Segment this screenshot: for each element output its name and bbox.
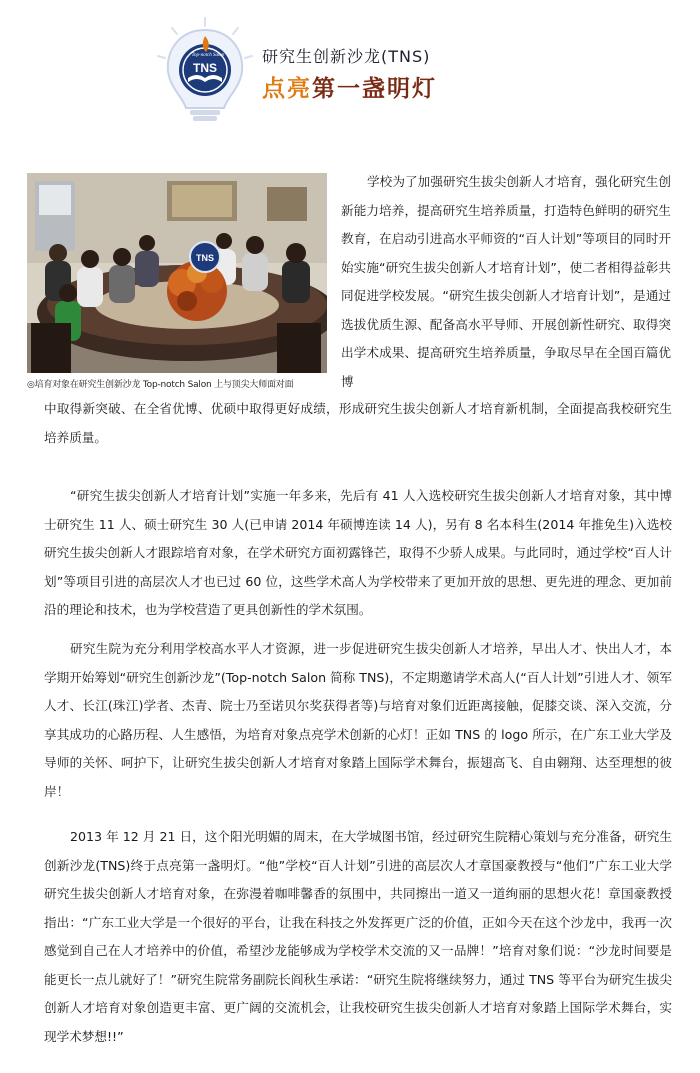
- subtitle-rest: 第一盏明灯: [312, 76, 437, 102]
- paragraph-1: 学校为了加强研究生拔尖创新人才培育，强化研究生创新能力培养，提高研究生培养质量，打造特色鲜明的研究生教育，在启动引进高水平师资的“百人计划”等项目的同时开始实施“研究生拔尖创新人才培育计划”，使二者相得益彰共同促进学校发展。“研究生拔尖创新人才培育计划”，是通过选拔优质生源、配备高水平导师、开展创新性研究、取得突出学术成果、提高研究生培养质量，争取尽早在全国百篇优博: [341, 174, 671, 389]
- event-photo: [27, 173, 327, 373]
- tns-logo: [150, 16, 260, 124]
- table-badge-text: TNS: [196, 253, 214, 263]
- subtitle-highlight: 点亮: [262, 76, 312, 102]
- logo-script: Top-notch Salon: [191, 53, 225, 58]
- header-title: 研究生创新沙龙(TNS): [262, 47, 431, 66]
- logo-text: TNS: [193, 61, 217, 75]
- photo-caption: ◎培育对象在研究生创新沙龙 Top-notch Salon 上与顶尖大师面对面: [27, 380, 294, 390]
- paragraph-1-continued: 中取得新突破、在全省优博、优硕中取得更好成绩，形成研究生拔尖创新人才培育新机制，全面提高我校研究生培养质量。: [44, 401, 672, 445]
- paragraph-3: 研究生院为充分利用学校高水平人才资源，进一步促进研究生拔尖创新人才培养，早出人才、快出人才，本学期开始筹划“研究生创新沙龙”(Top-notch Salon 简称 TNS)，不定期邀请学术高人(“百人计划”引进人才、领军人才、长江(珠江)学者、杰青、院士乃至诺贝尔奖获得者等)与培育对象们近距离接触，促膝交谈、深入交流，分享其成功的心路历程、人生感悟，为培育对象点亮学术创新的心灯！正如 TNS 的 logo 所示，在广东工业大学及导师的关怀、呵护下，让研究生拔尖创新人才培育对象踏上国际学术舞台，振翅高飞、自由翱翔、达至理想的彼岸！: [44, 641, 672, 799]
- paragraph-2: “研究生拔尖创新人才培育计划”实施一年多来，先后有 41 人入选校研究生拔尖创新人才培育对象，其中博士研究生 11 人、硕士研究生 30 人(已申请 2014 年硕博连读 14 人)，另有 8 名本科生(2014 年推免生)入选校研究生拔尖创新人才跟踪培育对象，在学术研究方面初露锋芒，取得不少骄人成果。与此同时，通过学校“百人计划”等项目引进的高层次人才也已过 60 位，这些学术高人为学校带来了更加开放的思想、更先进的理念、更加前沿的理论和技术，也为学校营造了更具创新性的学术氛围。: [44, 488, 672, 617]
- paragraph-4: 2013 年 12 月 21 日，这个阳光明媚的周末，在大学城图书馆，经过研究生院精心策划与充分准备，研究生创新沙龙(TNS)终于点亮第一盏明灯。“他”学校“百人计划”引进的高层次人才章国豪教授与“他们”广东工业大学研究生拔尖创新人才培育对象，在弥漫着咖啡馨香的氛围中，共同擦出一道又一道绚丽的思想火花！章国豪教授指出：“广东工业大学是一个很好的平台，让我在科技之外发挥更广泛的价值，正如今天在这个沙龙中，我再一次感觉到自己在人才培养中的价值，希望沙龙能够成为学校学术交流的又一品牌！”培育对象们说：“沙龙时间要是能更长一点儿就好了！”研究生院常务副院长阎秋生承诺：“研究生院将继续努力，通过 TNS 等平台为研究生拔尖创新人才培育对象创造更丰富、更广阔的交流机会，让我校研究生拔尖创新人才培育对象踏上国际学术舞台，实现学术梦想!!”: [44, 829, 672, 1044]
- header-subtitle: [262, 70, 437, 103]
